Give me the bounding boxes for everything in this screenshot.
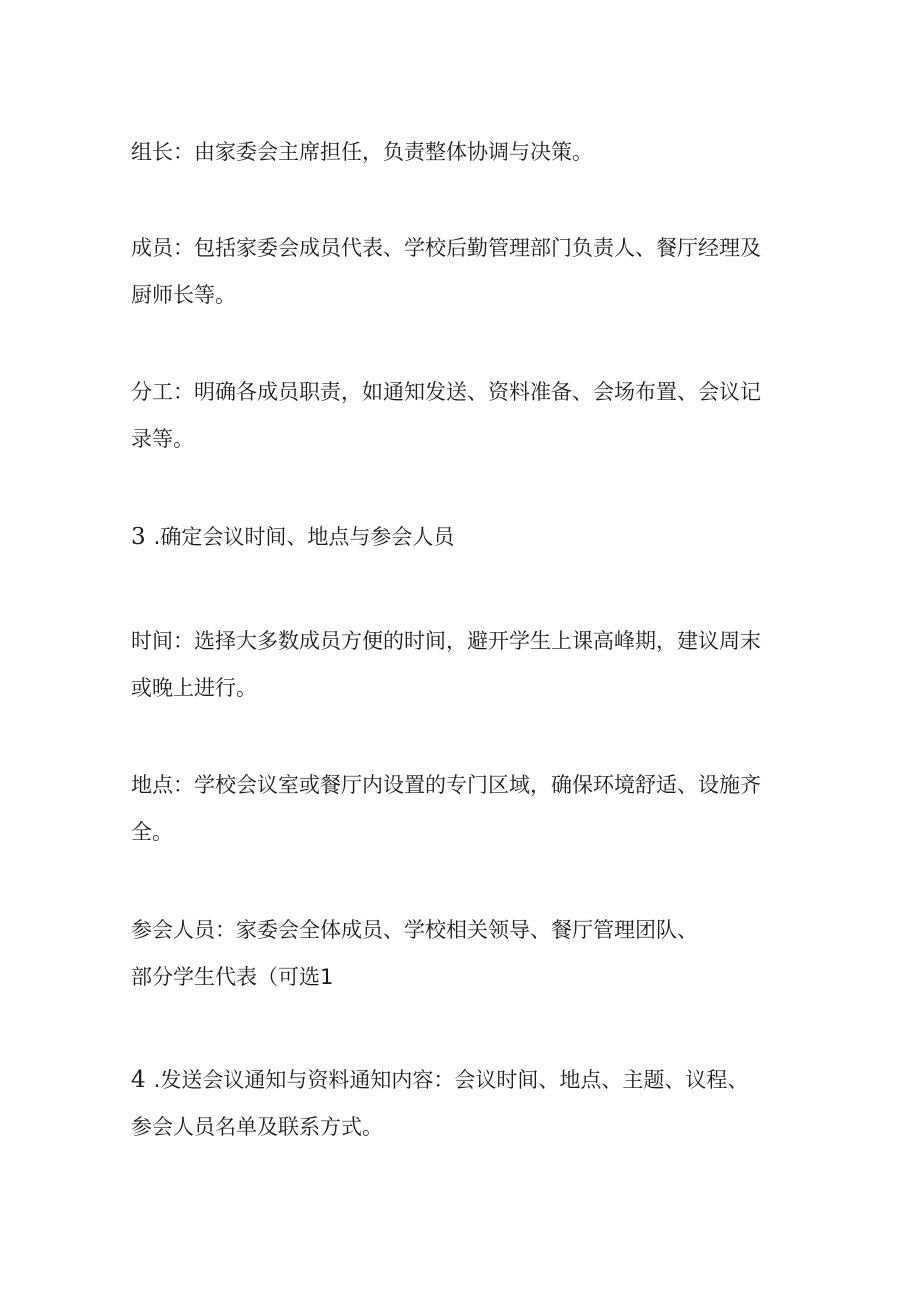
text-line: 部分学生代表（可选1	[131, 965, 334, 989]
text-line: 参会人员：家委会全体成员、学校相关领导、餐厅管理团队、	[131, 918, 698, 942]
text-line	[131, 1057, 791, 1104]
paragraph-members	[131, 225, 791, 319]
paragraph-location	[131, 762, 791, 856]
section-title: .确定会议时间、地点与参会人员	[153, 525, 455, 549]
text-line: 全。	[131, 820, 173, 844]
text-line: 参会人员名单及联系方式。	[131, 1115, 383, 1139]
paragraph-group-leader	[131, 129, 791, 176]
section-heading-3	[131, 514, 791, 561]
text-line: 或晚上进行。	[131, 676, 257, 700]
text-line: 厨师长等。	[131, 283, 236, 307]
section-number: 4	[131, 1067, 146, 1093]
section-heading-4	[131, 1057, 791, 1151]
paragraph-attendees	[131, 907, 791, 1001]
text-line: 分工：明确各成员职责，如通知发送、资料准备、会场布置、会议记	[131, 380, 761, 404]
text-line: 时间：选择大多数成员方便的时间，避开学生上课高峰期，建议周末	[131, 629, 761, 653]
paragraph-division-of-labor	[131, 369, 791, 463]
paragraph-time	[131, 618, 791, 712]
text-line: 地点：学校会议室或餐厅内设置的专门区域，确保环境舒适、设施齐	[131, 773, 761, 797]
text-line	[131, 514, 791, 561]
section-number: 3	[131, 524, 146, 550]
section-title: .发送会议通知与资料通知内容：会议时间、地点、主题、议程、	[153, 1068, 749, 1092]
text-line: 成员：包括家委会成员代表、学校后勤管理部门负责人、餐厅经理及	[131, 236, 761, 260]
text-line: 录等。	[131, 427, 194, 451]
text-line: 组长：由家委会主席担任，负责整体协调与决策。	[131, 140, 593, 164]
